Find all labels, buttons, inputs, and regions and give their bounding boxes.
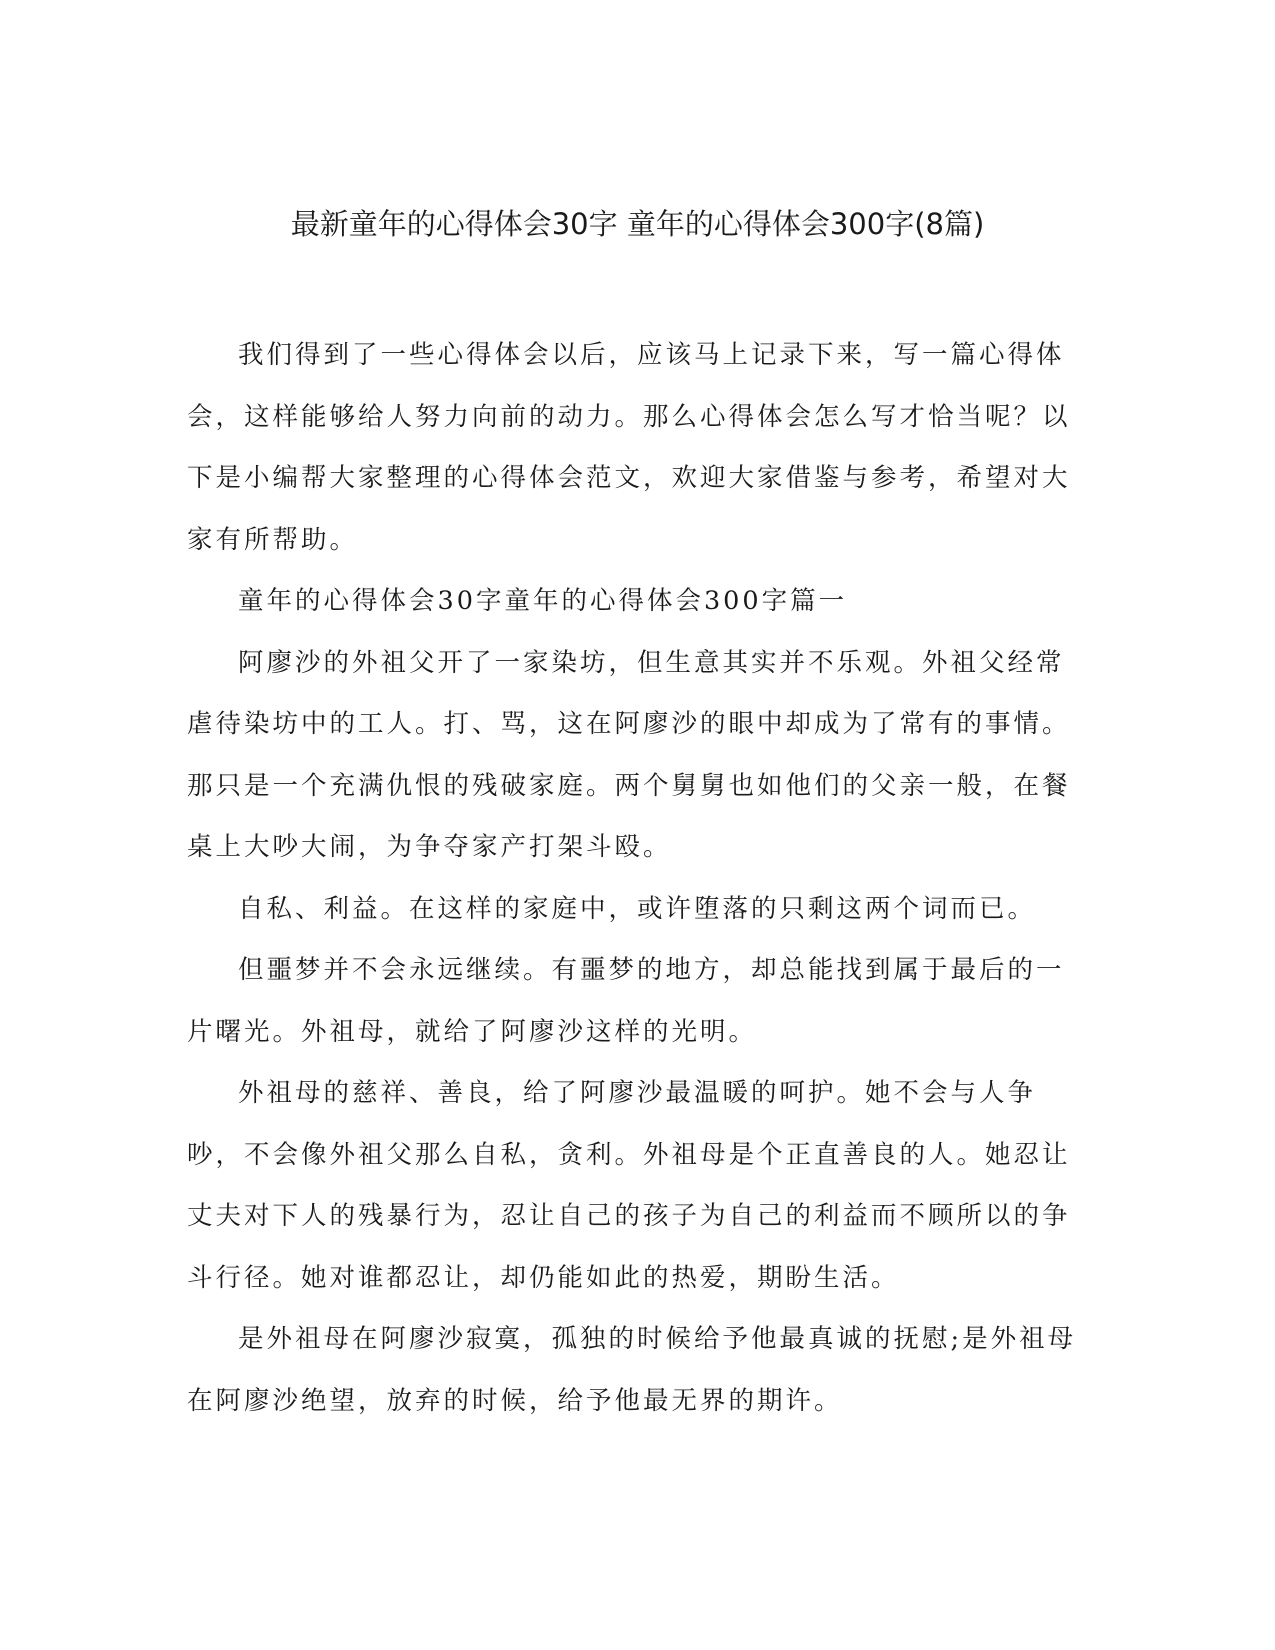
document-body bbox=[187, 325, 1087, 1432]
paragraph-intro: 我们得到了一些心得体会以后，应该马上记录下来，写一篇心得体会，这样能够给人努力向前的动力。那么心得体会怎么写才恰当呢？以下是小编帮大家整理的心得体会范文，欢迎大家借鉴与参考，希望对大家有所帮助。 bbox=[187, 340, 1071, 555]
paragraph: 阿廖沙的外祖父开了一家染坊，但生意其实并不乐观。外祖父经常虐待染坊中的工人。打、骂，这在阿廖沙的眼中却成为了常有的事情。那只是一个充满仇恨的残破家庭。两个舅舅也如他们的父亲一般，在餐桌上大吵大闹，为争夺家产打架斗殴。 bbox=[187, 647, 1071, 862]
paragraph: 是外祖母在阿廖沙寂寞，孤独的时候给予他最真诚的抚慰;是外祖母在阿廖沙绝望，放弃的时候，给予他最无界的期许。 bbox=[187, 1324, 1077, 1416]
paragraph: 但噩梦并不会永远继续。有噩梦的地方，却总能找到属于最后的一片曙光。外祖母，就给了阿廖沙这样的光明。 bbox=[187, 955, 1065, 1047]
document-title: 最新童年的心得体会30字 童年的心得体会300字(8篇) bbox=[290, 207, 985, 241]
paragraph: 自私、利益。在这样的家庭中，或许堕落的只剩这两个词而已。 bbox=[238, 893, 1037, 924]
paragraph: 外祖母的慈祥、善良，给了阿廖沙最温暖的呵护。她不会与人争吵，不会像外祖父那么自私，贪利。外祖母是个正直善良的人。她忍让丈夫对下人的残暴行为，忍让自己的孩子为自己的利益而不顾所以的争斗行径。她对谁都忍让，却仍能如此的热爱，期盼生活。 bbox=[187, 1078, 1071, 1293]
section-heading: 童年的心得体会30字童年的心得体会300字篇一 bbox=[238, 586, 848, 616]
